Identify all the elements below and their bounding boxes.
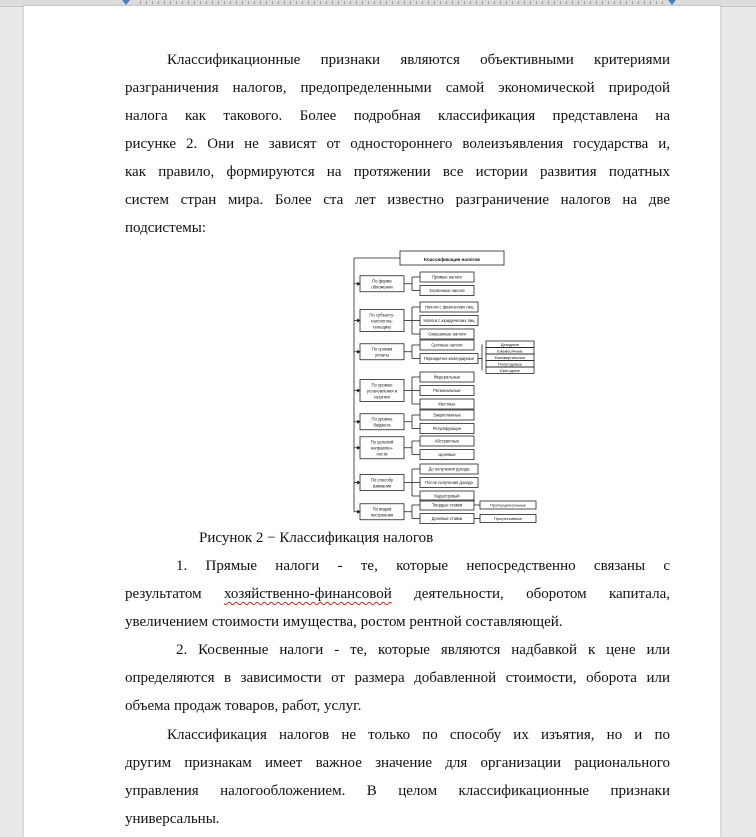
item-label: Регулирующие <box>432 426 462 432</box>
category-label: налогопла- <box>371 318 393 324</box>
right-indent-marker[interactable] <box>668 0 676 5</box>
item-label: Региональные <box>433 388 461 394</box>
category-label: По субъекту- <box>369 312 395 318</box>
subitem-label: Пропорциональные <box>490 502 526 508</box>
subitem-label: Декадные <box>500 341 520 347</box>
text-line: определяются в зависимости от размера добавленной стоимости, оборота или <box>125 670 670 686</box>
category-label: бюджета <box>373 422 391 428</box>
text-line: управления налогообложением. В целом классификационные признаки <box>125 783 670 799</box>
text-line: объема продаж товаров, работ, услуг. <box>125 698 362 714</box>
category-label: ности <box>376 451 388 457</box>
item-label: Местные <box>438 401 456 407</box>
text-line: как правило, формируются на протяжении все истории развития податных <box>125 164 670 180</box>
category-label: направлен- <box>370 445 394 451</box>
text-line: увеличением стоимости имущества, ростом рентной составляющей. <box>125 614 563 630</box>
item-label: Срочные налоги <box>431 342 463 348</box>
item-label: Федеральные <box>433 374 461 380</box>
category-label: построения <box>370 512 394 518</box>
left-indent-marker[interactable] <box>122 0 130 5</box>
text-line: разграничения налогов, предопределенными самой экономической природой <box>125 80 670 96</box>
category-label: По видам <box>372 506 392 512</box>
text-span: результатом <box>125 586 224 602</box>
text-span: деятельности, оборотом капитала, <box>391 586 670 602</box>
category-label: По целевой <box>370 439 394 445</box>
text-line: 1. Прямые налоги - те, которые непосредственно связаны с <box>176 558 670 574</box>
subitem-label: Прогрессивные <box>493 516 523 521</box>
item-label: Периодично-календарные <box>423 356 475 362</box>
item-label: Долевые ставки <box>431 516 463 522</box>
category-label: По способу <box>370 477 394 483</box>
text-line <box>125 580 670 608</box>
item-label: Целевые <box>438 452 456 458</box>
category-label: тельщику <box>372 324 392 330</box>
spellcheck-flagged-word[interactable]: хозяйственно-финансовой <box>223 586 392 602</box>
text-line: подсистемы: <box>125 220 207 236</box>
subitem-label: Ежемесячные <box>497 348 523 354</box>
item-label: Налоги с юридических лиц <box>423 318 475 324</box>
category-label: По срокам <box>371 346 393 352</box>
text-line: систем стран мира. Более ста лет известно разграничение налогов на две <box>125 192 670 208</box>
diagram-title: Классификация налогов <box>424 257 480 262</box>
text-line: Классификационные признаки являются объективными критериями <box>167 52 670 68</box>
text-line: Классификация налогов не только по способу их изъятия, но и по <box>167 727 670 743</box>
text-line: универсальны. <box>125 811 220 827</box>
ruler-ticks <box>140 1 666 4</box>
document-page[interactable] <box>24 6 720 837</box>
text-line: другим признакам имеет важное значение для организации рационального <box>125 755 670 771</box>
category-label: обложения <box>371 284 393 290</box>
category-label: По уровню <box>371 416 393 422</box>
item-label: Косвенные налоги <box>429 288 465 294</box>
item-label: Смешанные налоги <box>428 331 466 337</box>
item-label: До получения дохода <box>428 466 470 472</box>
category-label: По уровню <box>371 382 393 388</box>
item-label: После получения дохода <box>425 480 473 486</box>
item-label: Прямые налоги <box>432 274 462 280</box>
text-line: налога как такового. Более подробная классификация представлена на <box>125 108 670 124</box>
text-line: 2. Косвенные налоги - те, которые являются надбавкой к цене или <box>176 642 670 658</box>
category-label: взимания <box>372 483 392 489</box>
subitem-label: Ежеквартальные <box>494 354 526 360</box>
subitem-label: Полугодовые <box>498 361 522 367</box>
category-label: уплаты <box>375 352 389 358</box>
item-label: Абстрактные <box>434 438 460 444</box>
category-label: установления и <box>366 388 398 394</box>
tax-classification-diagram[interactable] <box>324 242 526 524</box>
category-label: По форме <box>372 278 392 284</box>
text-line: рисунке 2. Они не зависят от одностороннего волеизъявления государства и, <box>125 136 670 152</box>
category-label: изъятия <box>374 394 390 400</box>
item-label: Закрепленные <box>433 412 461 418</box>
subitem-label: Ежегодные <box>499 367 521 373</box>
figure-caption: Рисунок 2 − Классификация налогов <box>199 530 434 546</box>
item-label: Кадастровый <box>434 493 460 499</box>
item-label: Налоги с физических лиц <box>424 304 474 310</box>
item-label: Твердые ставки <box>431 502 463 508</box>
